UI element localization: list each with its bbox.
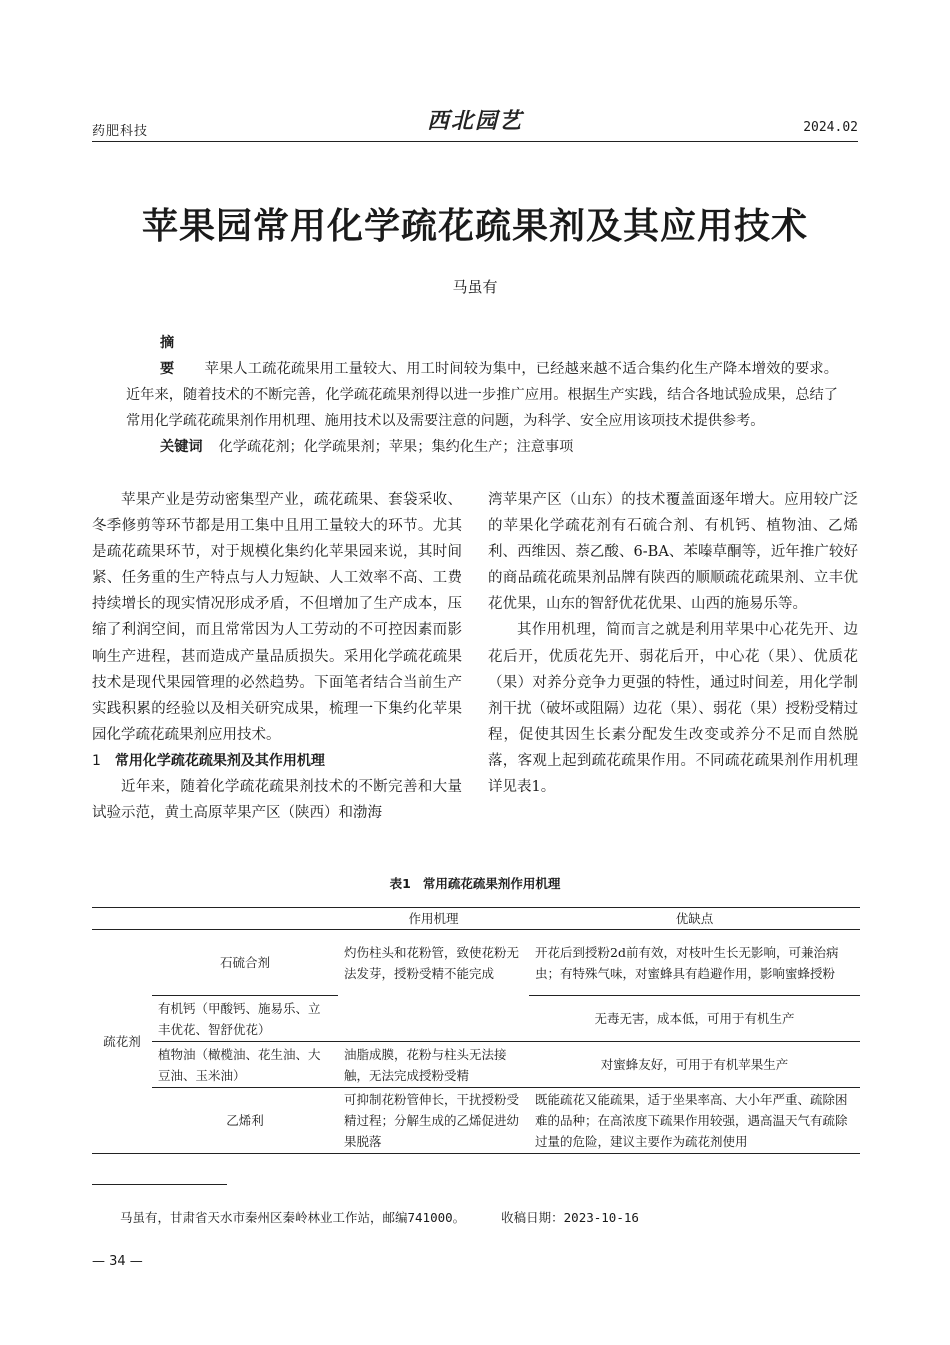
keywords-label: 关键词 xyxy=(160,439,203,455)
group-label-cell: 疏花剂 xyxy=(92,930,152,1154)
table-header-cell xyxy=(152,908,338,930)
table-caption xyxy=(0,874,950,892)
table-row xyxy=(92,1088,860,1154)
header-rule xyxy=(92,141,858,142)
footnote-rule xyxy=(92,1184,227,1185)
mechanism-cell: 可抑制花粉管伸长，干扰授粉受精过程；分解生成的乙烯促进幼果脱落 xyxy=(338,1088,529,1154)
body-paragraph: 近年来，随着化学疏花疏果剂技术的不断完善和大量试验示范，黄土高原苹果产区（陕西）和渤海 xyxy=(92,778,462,822)
section-title: 常用化学疏花疏果剂及其作用机理 xyxy=(114,752,325,769)
agent-cell: 植物油（橄榄油、花生油、大豆油、玉米油） xyxy=(152,1042,338,1088)
article-title: 苹果园常用化学疏花疏果剂及其应用技术 xyxy=(141,205,808,247)
mechanism-table xyxy=(92,907,860,1154)
mechanism-cell: 灼伤柱头和花粉管，致使花粉无法发芽，授粉受精不能完成 xyxy=(338,930,529,1042)
body-paragraph: 其作用机理，简而言之就是利用苹果中心花先开、边花后开，优质花先开、弱花后开，中心花（果）、优质花（果）对养分竞争力更强的特性，通过时间差，用化学制剂干扰（破坏或阻隔）边花（果）、弱花（果）授粉受精过程，促使其因生长素分配发生改变或养分不足而自然脱落，客观上起到疏花疏果作用。不同疏花疏果剂作用机理详见表1。 xyxy=(488,622,858,796)
agent-cell: 乙烯利 xyxy=(152,1088,338,1154)
body-column-left xyxy=(92,487,462,826)
table-row xyxy=(92,1042,860,1088)
issue-date: 2024.02 xyxy=(803,120,858,135)
table-header-cell: 作用机理 xyxy=(338,908,529,930)
body-paragraph: 湾苹果产区（山东）的技术覆盖面逐年增大。应用较广泛的苹果化学疏花剂有石硫合剂、有机钙、植物油、乙烯利、西维因、萘乙酸、6-BA、苯嗪草酮等，近年推广较好的商品疏花疏果剂品牌有陕西的顺顺疏花疏果剂、立丰优花优果，山东的智舒优花优果、山西的施易乐等。 xyxy=(488,492,858,613)
abstract-text: 苹果人工疏花疏果用工量较大、用工时间较为集中，已经越来越不适合集约化生产降本增效的要求。近年来，随着技术的不断完善，化学疏花疏果剂得以进一步推广应用。根据生产实践，结合各地试验成果，总结了常用化学疏花疏果剂作用机理、施用技术以及需要注意的问题，为科学、安全应用该项技术提供参考。 xyxy=(126,361,838,429)
body-column-right xyxy=(488,487,858,800)
keywords-text: 化学疏花剂；化学疏果剂；苹果；集约化生产；注意事项 xyxy=(218,439,574,455)
table-number: 表1 xyxy=(389,876,411,891)
table-header-cell xyxy=(92,908,152,930)
author-note: 马虽有，甘肃省天水市秦州区秦岭林业工作站，邮编741000。 xyxy=(120,1210,466,1225)
abstract-label: 摘 要 xyxy=(160,335,189,377)
agent-cell: 有机钙（甲酸钙、施易乐、立丰优花、智舒优花） xyxy=(152,996,338,1042)
agent-cell: 石硫合剂 xyxy=(152,930,338,996)
section-number: 1 xyxy=(92,752,101,769)
table-row xyxy=(92,930,860,996)
footnote xyxy=(120,1208,639,1226)
mechanism-cell: 油脂成膜，花粉与柱头无法接触，无法完成授粉受精 xyxy=(338,1042,529,1088)
advantages-cell: 开花后到授粉2d前有效，对枝叶生长无影响，可兼治病虫；有特殊气味，对蜜蜂具有趋避作用，影响蜜蜂授粉 xyxy=(529,930,860,996)
body-paragraph: 苹果产业是劳动密集型产业，疏花疏果、套袋采收、冬季修剪等环节都是用工集中且用工量较大的环节。尤其是疏花疏果环节，对于规模化集约化苹果园来说，其时间紧、任务重的生产特点与人力短缺、人工效率不高、工费持续增长的现实情况形成矛盾，不但增加了生产成本，压缩了利润空间，而且常常因为人工劳动的不可控因素而影响生产进程，甚而造成产量品质损失。采用化学疏花疏果技术是现代果园管理的必然趋势。下面笔者结合当前生产实践积累的经验以及相关研究成果，梳理一下集约化苹果园化学疏花疏果剂应用技术。 xyxy=(92,492,462,743)
table-header-row xyxy=(92,908,860,930)
section-heading xyxy=(92,748,462,774)
advantages-cell: 既能疏花又能疏果，适于坐果率高、大小年严重、疏除困难的品种；在高浓度下疏果作用较强，遇高温天气有疏除过量的危险，建议主要作为疏花剂使用 xyxy=(529,1088,860,1154)
page-number: — 34 — xyxy=(92,1254,143,1269)
table-title: 常用疏花疏果剂作用机理 xyxy=(422,876,561,891)
table-header-cell: 优缺点 xyxy=(529,908,860,930)
advantages-cell: 无毒无害，成本低，可用于有机生产 xyxy=(529,996,860,1042)
running-header-section: 药肥科技 xyxy=(92,124,149,139)
keywords xyxy=(126,436,838,458)
journal-logo: 西北园艺 xyxy=(426,108,523,134)
received-date: 收稿日期：2023-10-16 xyxy=(501,1210,639,1225)
advantages-cell: 对蜜蜂友好，可用于有机苹果生产 xyxy=(529,1042,860,1088)
article-author: 马虽有 xyxy=(452,278,498,296)
abstract xyxy=(126,330,838,434)
